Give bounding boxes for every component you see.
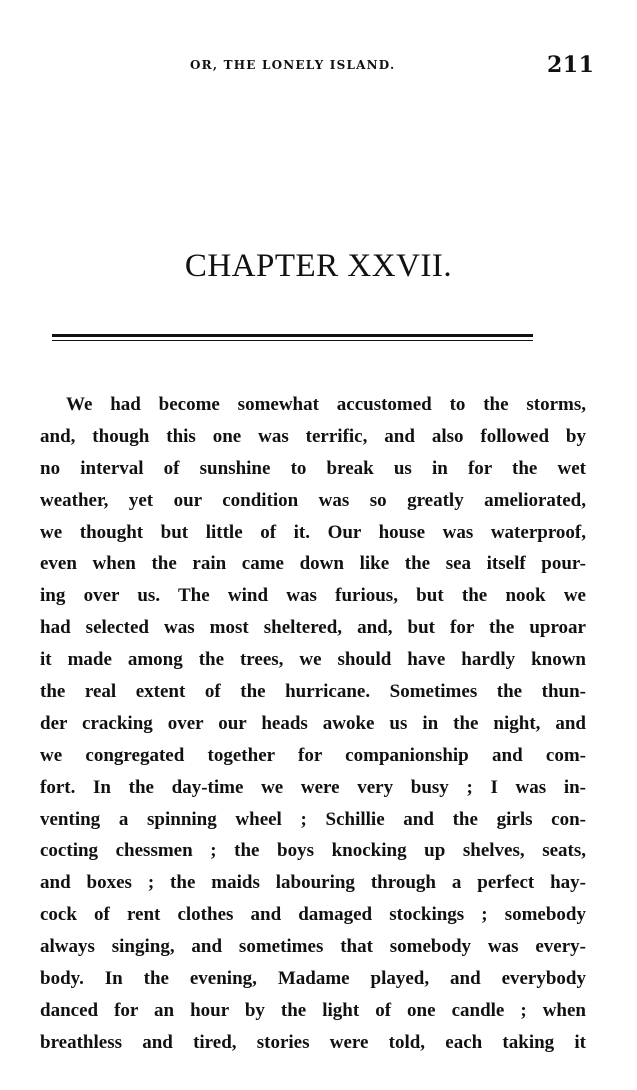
text-line: breathless and tired, stories were told, each taking it bbox=[40, 1031, 586, 1053]
text-line: venting a spinning wheel ; Schillie and the girls con- bbox=[40, 808, 586, 830]
divider-thick-line bbox=[52, 334, 533, 337]
text-line: even when the rain came down like the sea itself pour- bbox=[40, 553, 586, 575]
text-line: no interval of sunshine to break us in for the wet bbox=[40, 457, 586, 479]
text-line: and, though this one was terrific, and also followed by bbox=[40, 425, 586, 447]
divider-thin-line bbox=[52, 340, 533, 341]
text-line: had selected was most sheltered, and, but for the uproar bbox=[40, 617, 586, 639]
text-line: cock of rent clothes and damaged stockings ; somebody bbox=[40, 904, 586, 926]
text-line: danced for an hour by the light of one candle ; when bbox=[40, 999, 586, 1021]
text-line: weather, yet our condition was so greatly ameliorated, bbox=[40, 489, 586, 511]
text-line: it made among the trees, we should have hardly known bbox=[40, 649, 586, 671]
text-line: der cracking over our heads awoke us in the night, and bbox=[40, 712, 586, 734]
page-number: 211 bbox=[547, 52, 595, 78]
text-line: ing over us. The wind was furious, but the nook we bbox=[40, 585, 586, 607]
text-line: we thought but little of it. Our house was waterproof, bbox=[40, 521, 586, 543]
text-line: cocting chessmen ; the boys knocking up shelves, seats, bbox=[40, 840, 586, 862]
body-text bbox=[40, 389, 586, 1059]
text-line: body. In the evening, Madame played, and everybody bbox=[40, 968, 586, 990]
running-title: OR, THE LONELY ISLAND. bbox=[190, 58, 396, 72]
text-line: and boxes ; the maids labouring through a perfect hay- bbox=[40, 872, 586, 894]
chapter-title: CHAPTER XXVII. bbox=[184, 248, 453, 284]
text-line: We had become somewhat accustomed to the storms, bbox=[66, 394, 586, 415]
running-head bbox=[0, 54, 637, 78]
text-line: the real extent of the hurricane. Sometimes the thun- bbox=[40, 681, 586, 703]
text-line: fort. In the day-time we were very busy ; I was in- bbox=[40, 776, 586, 798]
text-line: we congregated together for companionship and com- bbox=[40, 744, 586, 766]
text-line: always singing, and sometimes that somebody was every- bbox=[40, 936, 586, 958]
chapter-divider bbox=[52, 334, 533, 343]
